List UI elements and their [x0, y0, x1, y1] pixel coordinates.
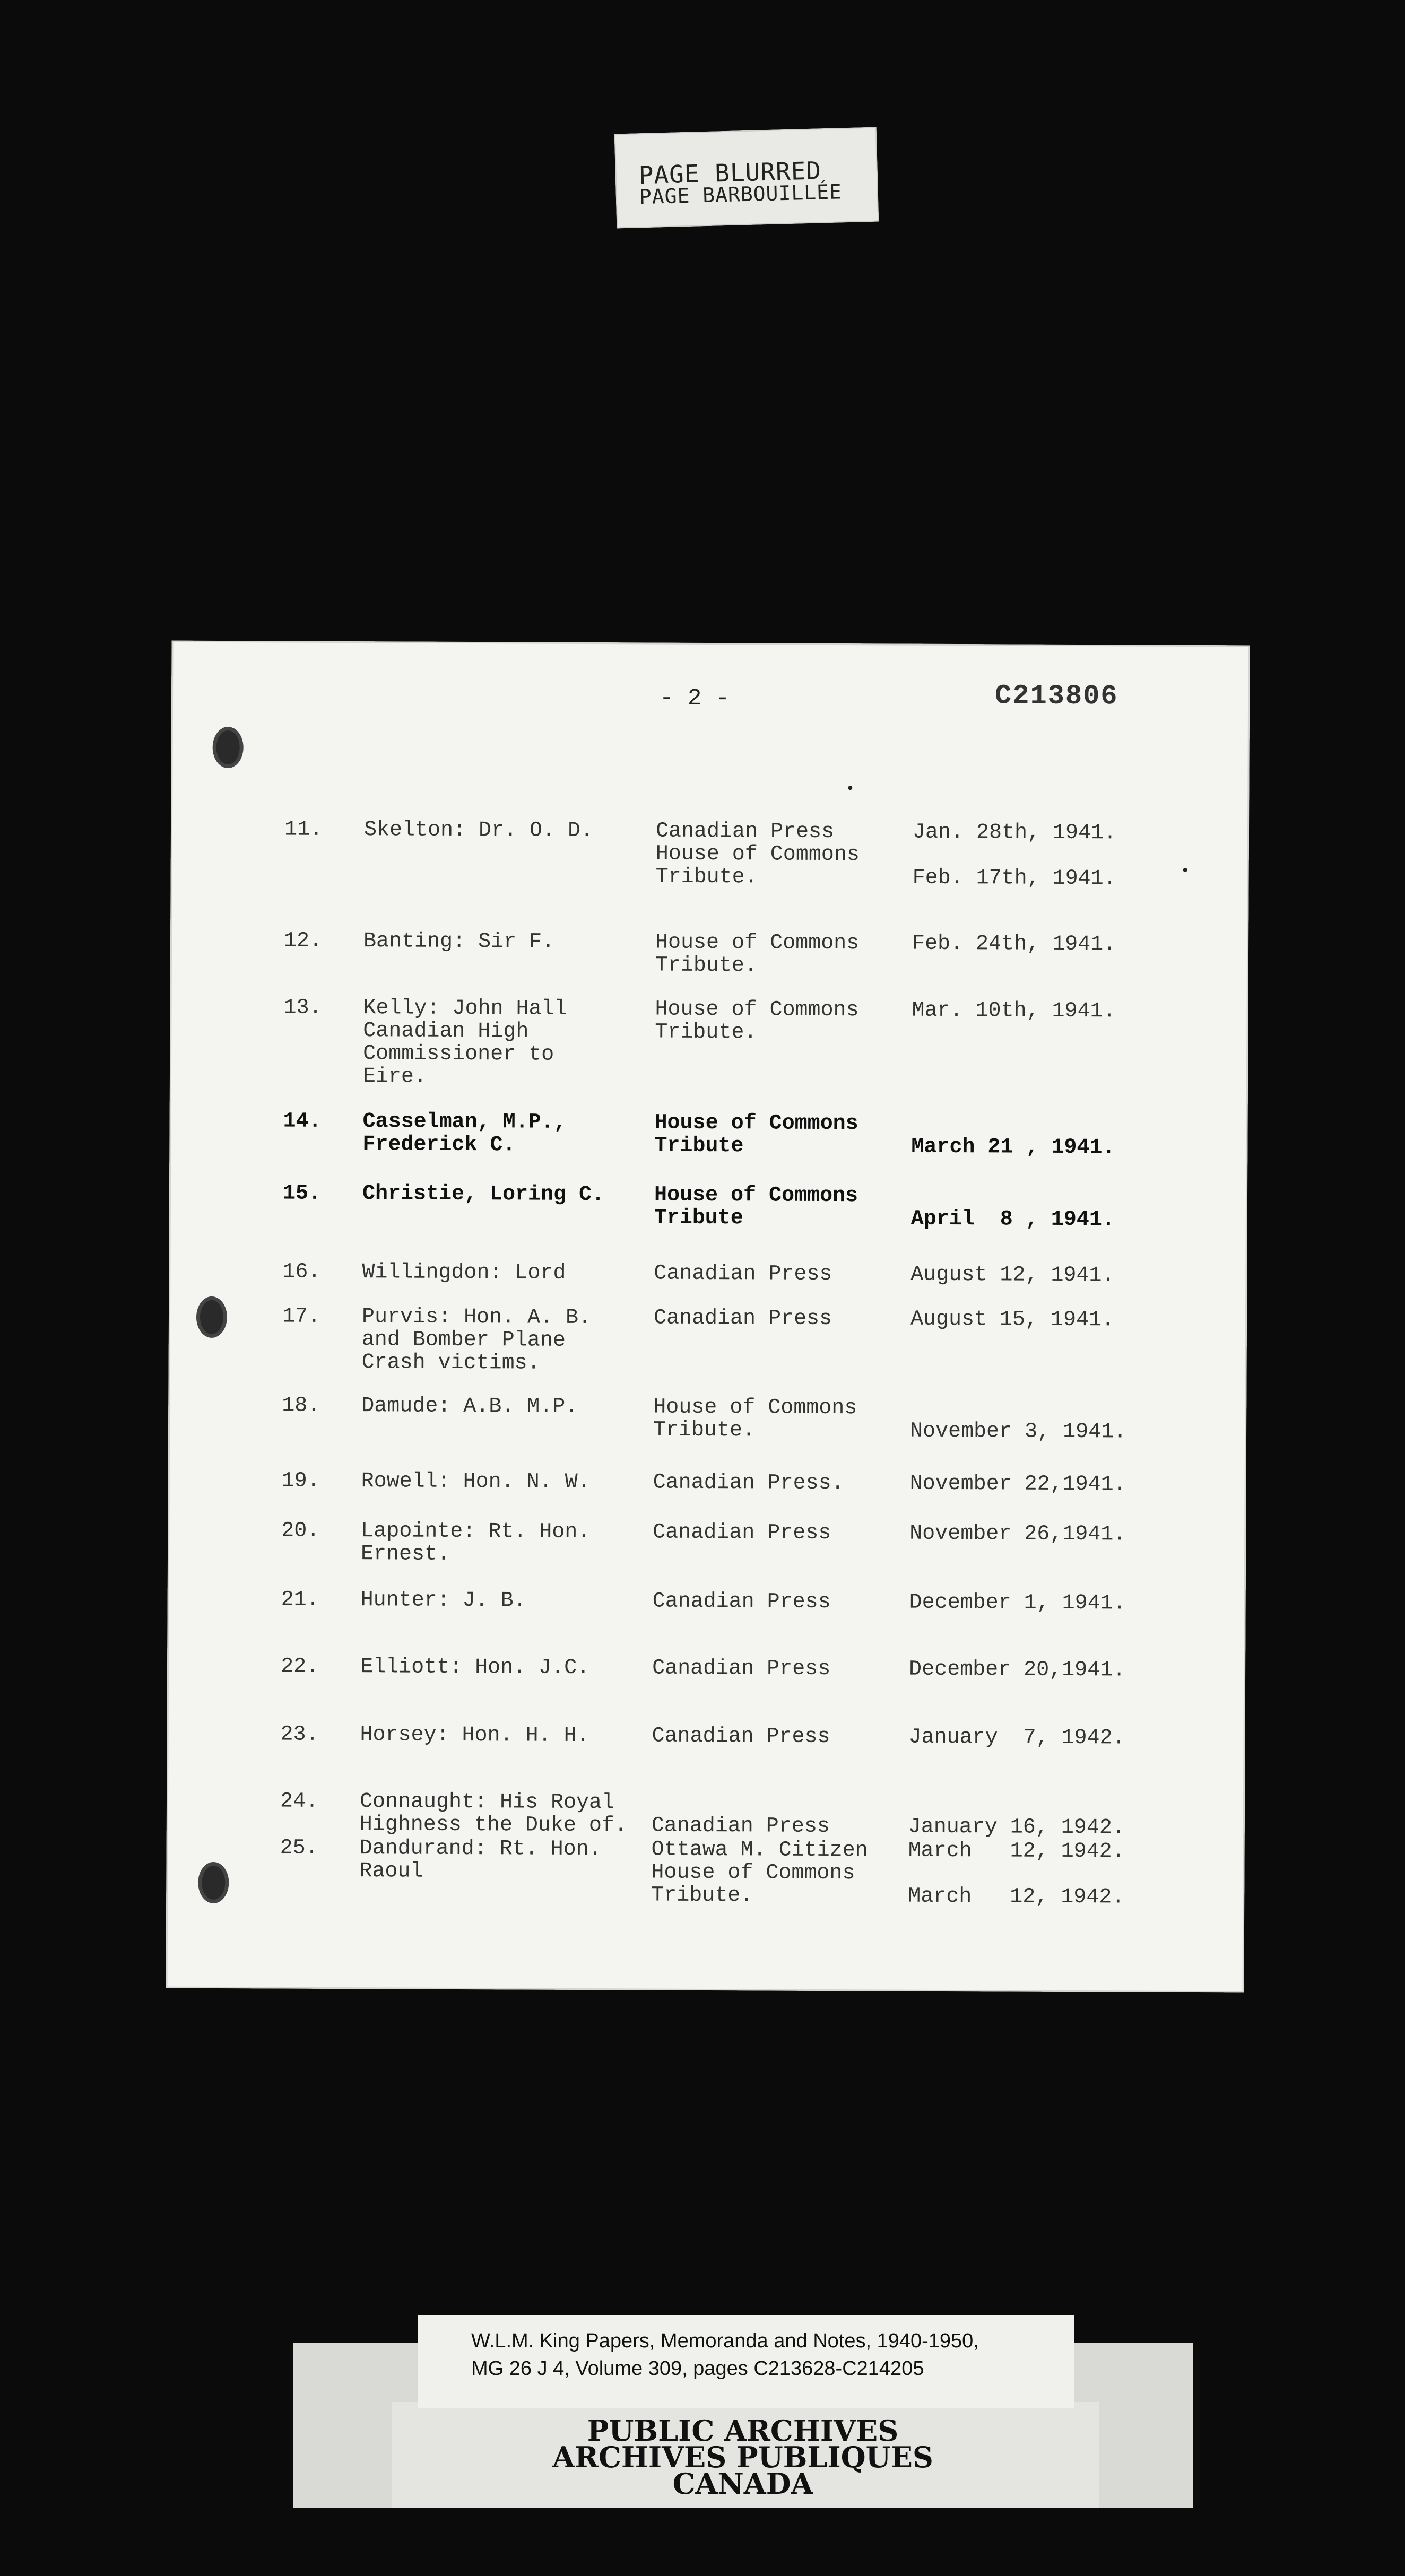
entry-number: 16. [282, 1260, 321, 1284]
entry-date-line [908, 1793, 1125, 1817]
entry-date [910, 1397, 1126, 1444]
entry-source [652, 1792, 830, 1838]
entry-source [654, 1112, 858, 1159]
entry-number: 13. [283, 996, 322, 1020]
entry-name-line: Skelton: Dr. O. D. [363, 818, 594, 843]
entry-date [913, 821, 1117, 891]
document-page [166, 641, 1250, 1993]
list-item [168, 1394, 1246, 1444]
entry-source-line: Canadian Press [652, 1724, 830, 1750]
entry-date-line: Feb. 24th, 1941. [912, 932, 1116, 957]
entry-date-line: January 7, 1942. [908, 1725, 1125, 1751]
list-item [169, 1304, 1247, 1376]
list-item [168, 1469, 1246, 1497]
entry-date-line: December 20,1941. [909, 1657, 1126, 1683]
entry-date-line: November 26,1941. [909, 1521, 1126, 1547]
entry-number: 21. [281, 1588, 319, 1612]
entry-name-line: Eire. [362, 1065, 427, 1089]
entry-source-line: Tribute. [655, 953, 758, 978]
entry-source [654, 1263, 832, 1286]
ink-dot [1183, 868, 1187, 872]
page-blurred-stamp [614, 127, 879, 229]
entry-number: 25. [280, 1836, 318, 1860]
entry-number: 11. [284, 817, 323, 842]
entry-date [911, 1185, 1115, 1232]
entry-number: 15. [282, 1181, 322, 1206]
archives-line-2: ARCHIVES PUBLIQUES [552, 2440, 933, 2474]
entry-source [653, 1521, 831, 1545]
entry-source [653, 1472, 844, 1495]
entry-source-line: Ottawa M. Citizen [651, 1838, 868, 1863]
entry-name [360, 1724, 589, 1747]
entry-name [362, 1306, 592, 1375]
entry-name-line: Dandurand: Rt. Hon. [359, 1837, 602, 1862]
entry-source-line: Tribute. [651, 1883, 753, 1908]
entry-date-line: Jan. 28th, 1941. [912, 820, 1117, 846]
entry-date-line: Mar. 10th, 1941. [912, 998, 1116, 1024]
entry-source-line: Tribute [654, 1206, 743, 1231]
entry-date-line: December 1, 1941. [909, 1590, 1126, 1616]
entry-name-line: Banting: Sir F. [363, 929, 555, 954]
entry-date [910, 1308, 1114, 1332]
entry-number: 22. [281, 1655, 319, 1679]
entry-name-line: Canadian High [363, 1019, 529, 1044]
entry-date-line [911, 1185, 1115, 1209]
entry-name [361, 1589, 526, 1612]
entry-name-line: Raoul [359, 1859, 423, 1884]
entry-source-line: Tribute. [653, 1418, 756, 1443]
entry-source-line: Canadian Press. [653, 1470, 844, 1496]
entry-date [912, 933, 1116, 956]
entry-name-line: Ernest. [360, 1542, 450, 1567]
entry-date-line: January 16, 1942. [908, 1815, 1125, 1840]
entry-source-line: House of Commons [651, 1860, 855, 1886]
entry-source [654, 1307, 832, 1330]
entry-name-line: Hunter: J. B. [360, 1588, 526, 1613]
entry-source-line: Canadian Press [651, 1814, 830, 1839]
entry-name-line: Willingdon: Lord [362, 1260, 566, 1285]
entry-name [362, 1261, 566, 1285]
list-item [169, 1260, 1247, 1288]
punch-hole-icon [213, 727, 244, 768]
entry-date [909, 1591, 1126, 1615]
entry-name [359, 1837, 601, 1884]
list-item [168, 1588, 1246, 1616]
ink-dot [848, 786, 852, 790]
entry-source [653, 1396, 857, 1443]
entry-source-line: Tribute. [655, 1020, 757, 1045]
entry-source [655, 998, 858, 1045]
caption-line-2: MG 26 J 4, Volume 309, pages C213628-C214205 [471, 2357, 924, 2380]
list-item [169, 1181, 1247, 1232]
entry-source-line: Canadian Press [654, 1261, 832, 1287]
stamp-line-2: PAGE BARBOUILLÉE [639, 180, 843, 209]
entry-name [361, 1520, 590, 1567]
entry-date-line [913, 844, 1116, 868]
entry-number: 19. [281, 1469, 320, 1493]
entry-name-line: and Bomber Plane [361, 1328, 566, 1353]
entry-source-line: House of Commons [655, 930, 860, 956]
punch-hole-icon [196, 1296, 227, 1338]
entry-date-line: March 12, 1942. [908, 1884, 1125, 1910]
entry-number: 23. [280, 1722, 319, 1747]
entry-name-line: Highness the Duke of. [359, 1813, 628, 1838]
entry-date-line [911, 1113, 1115, 1137]
list-item [168, 1519, 1246, 1567]
entry-source [652, 1657, 830, 1681]
entry-name-line: Commissioner to [363, 1042, 554, 1067]
entry-source-line: Canadian Press [655, 819, 835, 845]
entry-source-line: Tribute. [655, 865, 758, 890]
entry-name [360, 1656, 589, 1679]
entry-source-line: Canadian Press [653, 1520, 831, 1546]
entry-date [909, 1658, 1125, 1682]
entry-date [909, 1522, 1126, 1546]
entry-name [361, 1470, 591, 1494]
list-item [167, 1655, 1245, 1683]
entry-name-line: Lapointe: Rt. Hon. [361, 1519, 591, 1545]
caption-line-1: W.L.M. King Papers, Memoranda and Notes, 1940-1950, [471, 2330, 979, 2352]
entry-name [362, 1110, 566, 1157]
entry-date [910, 1473, 1126, 1496]
list-item [170, 1109, 1248, 1160]
entry-name-line: Rowell: Hon. N. W. [361, 1469, 591, 1495]
entry-name-line: Elliott: Hon. J.C. [360, 1655, 590, 1681]
entry-source-line: House of Commons [654, 1111, 858, 1136]
entry-source-line: House of Commons [653, 1395, 857, 1421]
entry-source-line: Canadian Press [652, 1589, 831, 1615]
entry-source [655, 932, 859, 978]
list-item [167, 1789, 1245, 1840]
entry-name-line: Casselman, M.P., [362, 1110, 567, 1135]
entry-date-line: November 3, 1941. [909, 1419, 1127, 1444]
entry-name [362, 1182, 604, 1206]
entry-source [654, 1184, 858, 1231]
entry-name-line: Crash victims. [361, 1351, 540, 1376]
list-item [167, 1722, 1245, 1751]
entry-name [361, 1395, 578, 1418]
entry-name-line: Kelly: John Hall [363, 996, 567, 1021]
entry-name [363, 997, 567, 1089]
entry-date [910, 1264, 1114, 1287]
entry-date-line: August 12, 1941. [910, 1263, 1115, 1288]
entry-number: 18. [282, 1394, 320, 1418]
entry-date-line [910, 1397, 1126, 1421]
entry-date [908, 1726, 1125, 1750]
page-number: - 2 - [659, 685, 730, 712]
entry-date-line: November 22,1941. [909, 1472, 1126, 1497]
entry-number: 14. [283, 1109, 322, 1134]
entry-source [652, 1725, 830, 1748]
entry-date [908, 1840, 1125, 1909]
entry-source-line: Tribute [654, 1134, 744, 1159]
entry-date-line [908, 1863, 1124, 1886]
entry-source [656, 820, 860, 890]
entry-source [651, 1839, 868, 1908]
entry-name-line: Horsey: Hon. H. H. [360, 1723, 589, 1748]
entry-date-line: August 15, 1941. [910, 1307, 1115, 1333]
list-item [170, 996, 1248, 1089]
entry-date [911, 1113, 1115, 1160]
entry-source-line: House of Commons [654, 1183, 858, 1208]
entry-name [363, 930, 554, 954]
list-item [170, 929, 1248, 978]
entry-source [653, 1590, 831, 1614]
entry-number: 20. [281, 1519, 320, 1543]
entry-source-line: House of Commons [655, 997, 859, 1023]
entry-name-line: Connaught: His Royal [359, 1790, 615, 1815]
entry-name [360, 1790, 627, 1837]
entry-name-line: Frederick C. [362, 1133, 516, 1158]
entry-source-line: House of Commons [655, 842, 860, 867]
entry-source-line: Canadian Press [652, 1656, 831, 1682]
entry-source-line [652, 1792, 830, 1815]
entry-date-line: March 21 , 1941. [911, 1135, 1115, 1160]
entry-name-line: Damude: A.B. M.P. [361, 1394, 578, 1419]
entry-date [912, 999, 1115, 1023]
stamp-line-1: PAGE BLURRED [638, 156, 822, 190]
collection-caption [418, 2315, 1074, 2408]
archives-line-3: CANADA [672, 2467, 813, 2501]
entry-number: 12. [283, 929, 323, 953]
entry-date [908, 1793, 1125, 1840]
entry-date-line: March 12, 1942. [908, 1839, 1125, 1864]
entry-name-line: Christie, Loring C. [362, 1182, 605, 1207]
entry-number: 17. [282, 1304, 321, 1329]
entry-source-line: Canadian Press [653, 1306, 832, 1331]
document-code: C213806 [994, 680, 1118, 712]
entry-name [364, 819, 593, 842]
punch-hole-icon [198, 1862, 229, 1903]
entry-name-line: Purvis: Hon. A. B. [361, 1305, 592, 1330]
entry-number: 24. [280, 1789, 319, 1814]
archives-line-1: PUBLIC ARCHIVES [587, 2414, 899, 2448]
entry-date-line: Feb. 17th, 1941. [912, 866, 1116, 891]
entry-date-line: April 8 , 1941. [910, 1207, 1115, 1232]
list-item [171, 817, 1249, 891]
